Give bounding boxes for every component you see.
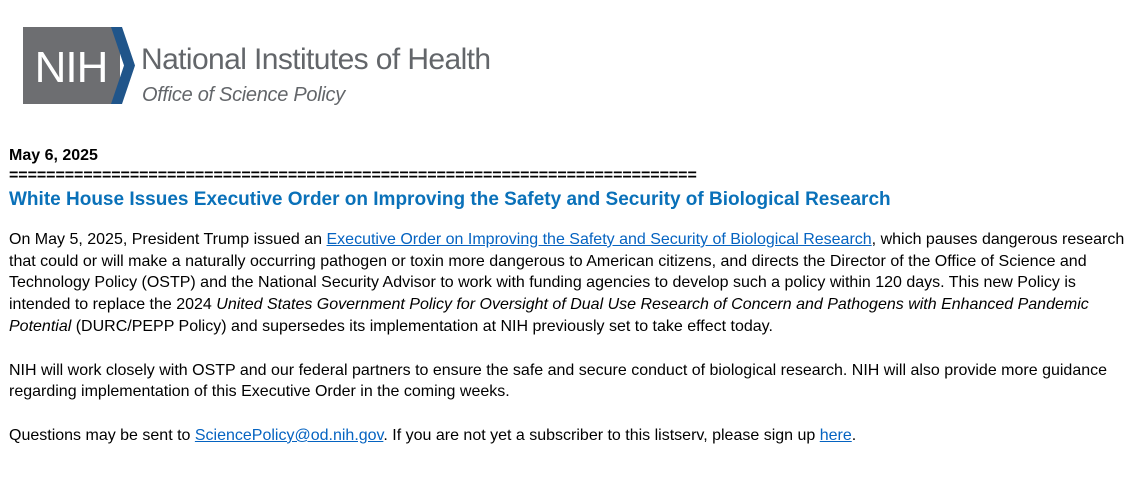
headline: White House Issues Executive Order on Improving the Safety and Security of Biological Research [9, 189, 891, 210]
separator-line: ========================================================================== [9, 167, 697, 184]
para1-body: , which pauses dangerous research that could or will make a naturally occurring pathogen or toxin more dangerous to American citizens, and directs the Director of the Office of Science and Technology Policy (OSTP) and the National Security Advisor to work with funding agencies to develop such a policy within 120 days. This new Policy is intended to replace the 2024 [9, 231, 1125, 314]
para3-intro: Questions may be sent to [9, 426, 195, 444]
executive-order-link[interactable]: Executive Order on Improving the Safety and Security of Biological Research [326, 231, 872, 248]
email-link[interactable]: SciencePolicy@od.nih.gov [194, 426, 384, 444]
logo-title: National Institutes of Health [141, 43, 491, 76]
paragraph-questions [9, 425, 1135, 447]
paragraph-executive-order [9, 229, 1135, 338]
policy-title: United States Government Policy for Oversight of Dual Use Research of Concern and Pathogens with Enhanced Pandemic Potential [9, 296, 1089, 335]
issue-date: May 6, 2025 [9, 147, 98, 164]
paragraph-nih-guidance: NIH will work closely with OSTP and our federal partners to ensure the safe and secure conduct of biological research. NIH will also provide more guidance regarding implementation of this Executive Order in the coming weeks. [9, 361, 1108, 401]
nih-osp-logo [23, 27, 491, 107]
para3-middle: . If you are not yet a subscriber to this listserv, please sign up [383, 426, 820, 444]
para3-tail: . [851, 426, 857, 444]
nih-badge-icon [23, 27, 135, 104]
para1-intro: On May 5, 2025, President Trump issued an [9, 231, 327, 248]
email-body [9, 145, 1135, 447]
signup-link[interactable]: here [819, 426, 852, 444]
nih-badge-text: NIH [34, 43, 108, 92]
para1-tail: (DURC/PEPP Policy) and supersedes its implementation at NIH previously set to take effect today. [71, 317, 773, 335]
logo-subtitle: Office of Science Policy [142, 84, 345, 106]
